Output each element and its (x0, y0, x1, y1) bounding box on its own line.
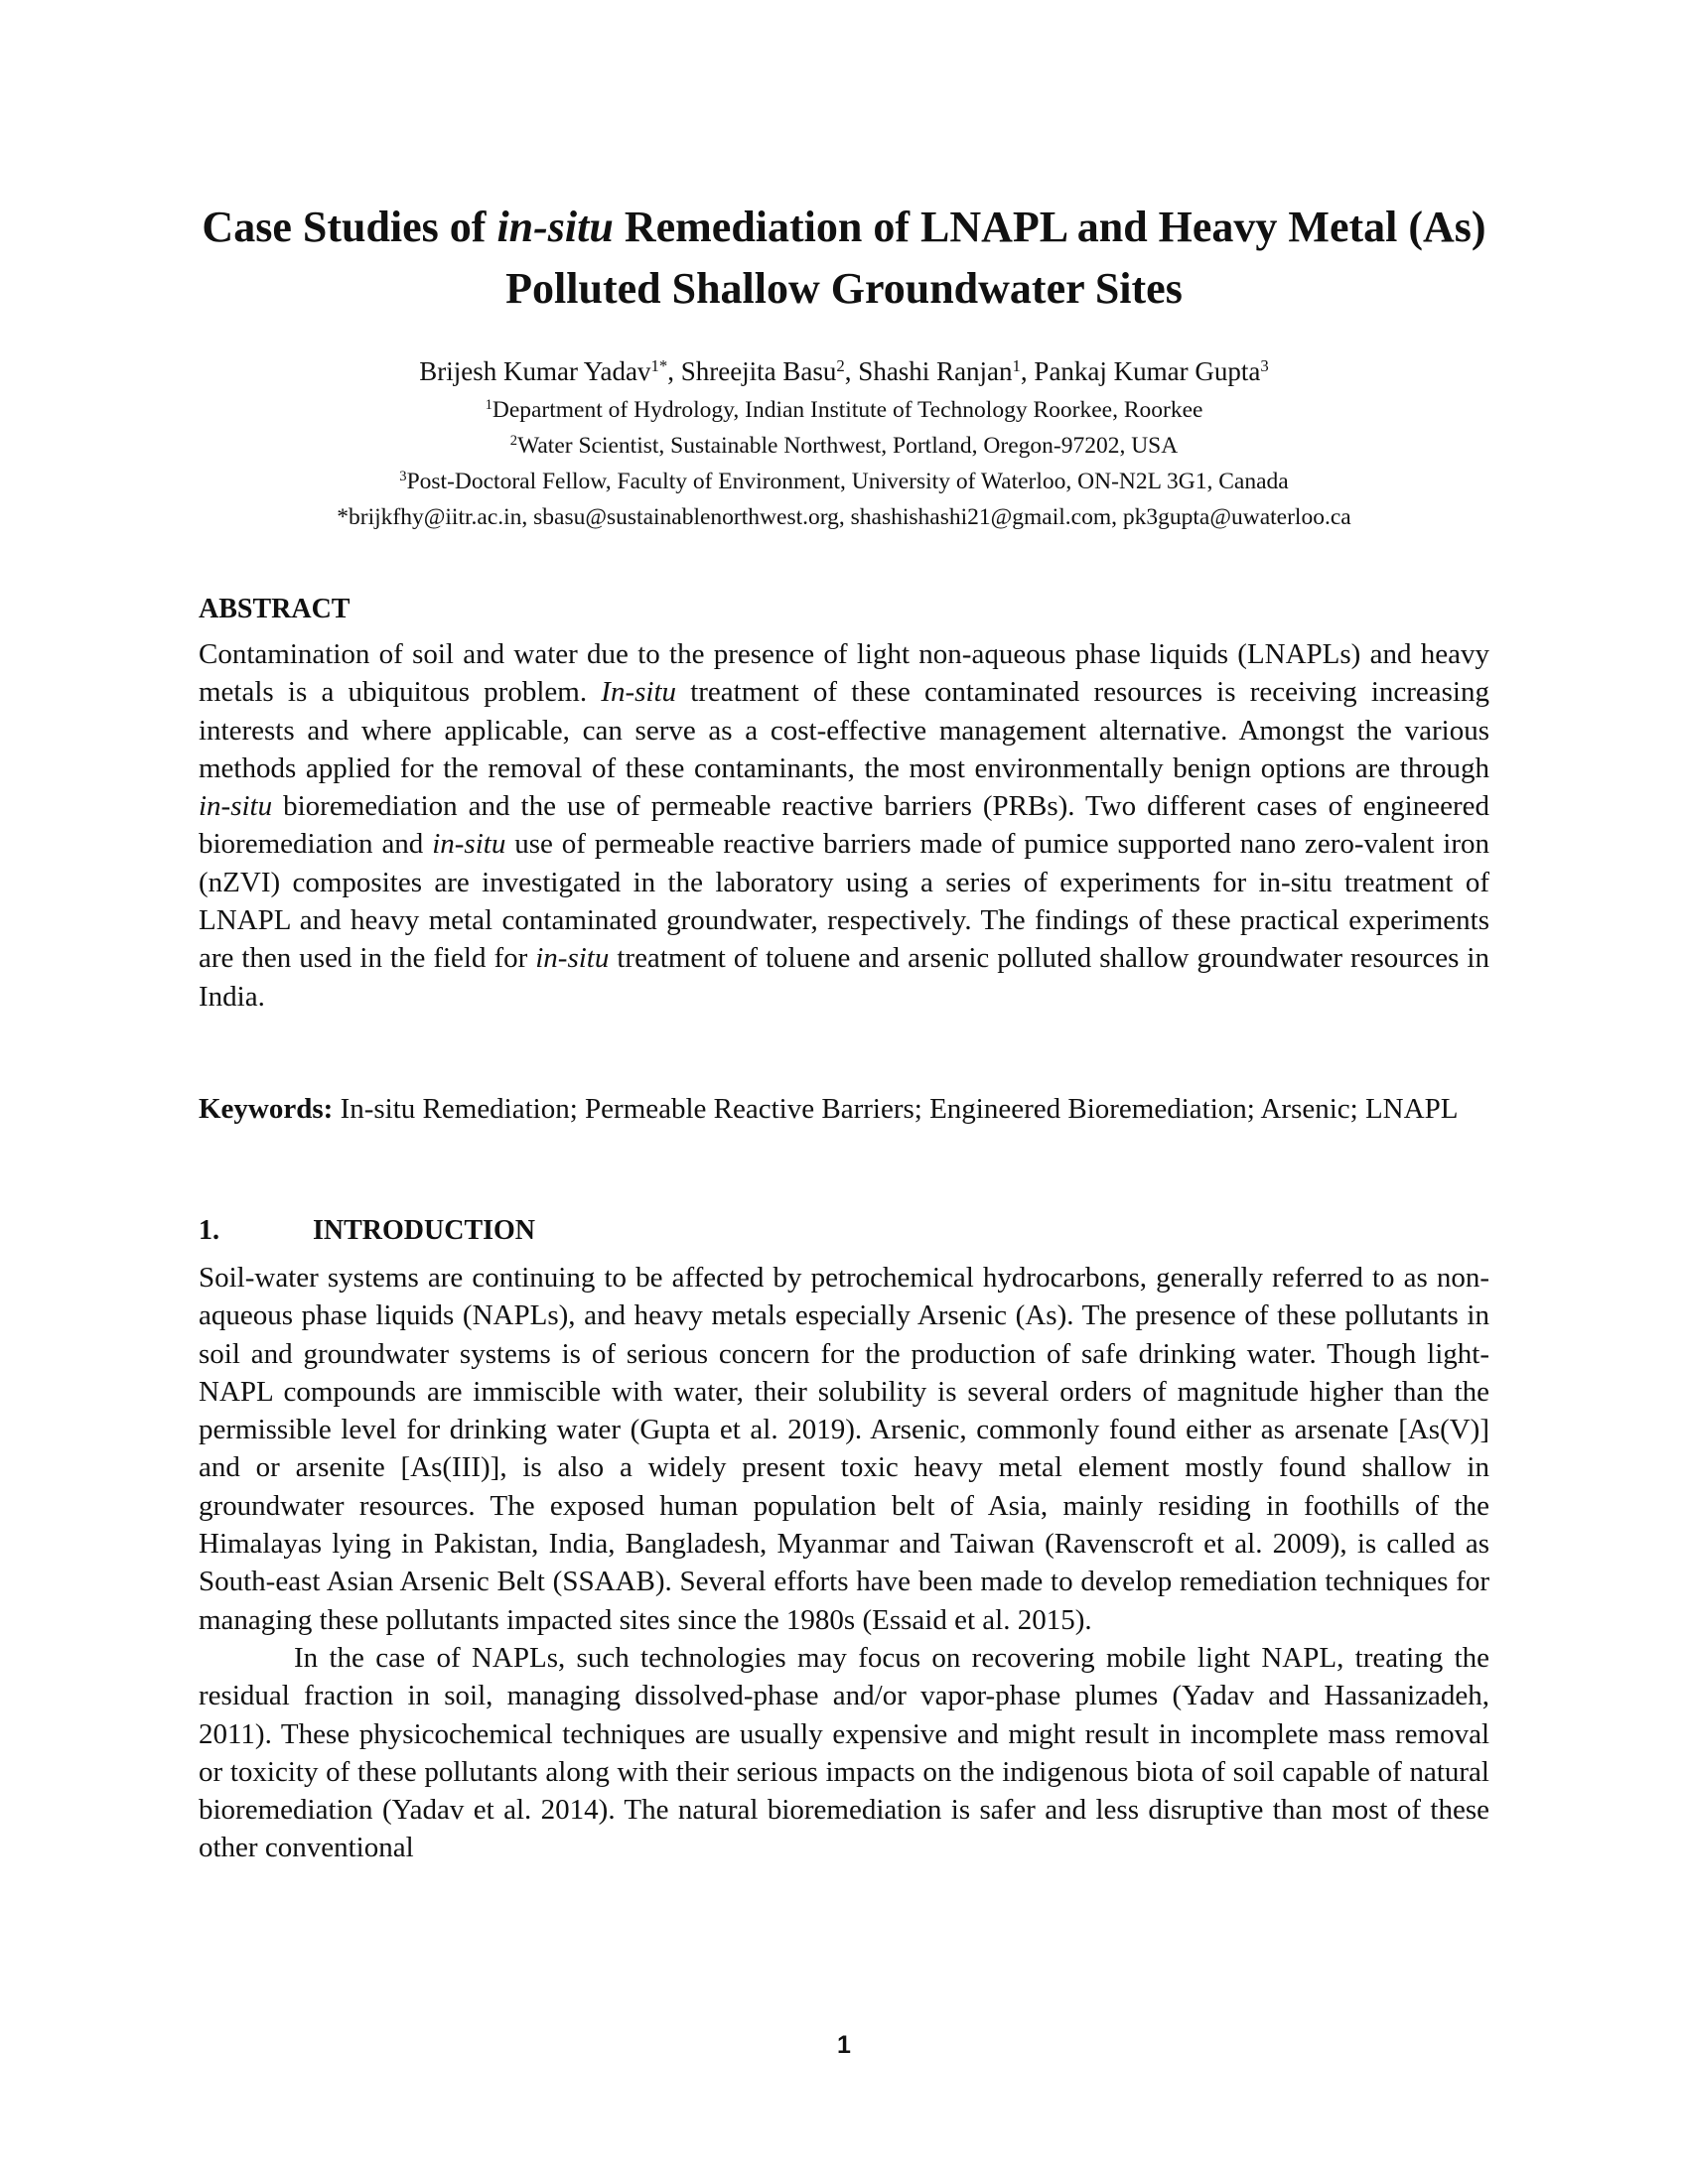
title-italic: in-situ (496, 203, 614, 251)
abstract-text: Contamination of soil and water due to the presence of light non-aqueous phase liquids (LNAPLs) and heavy metals is a ubiquitous problem. (199, 638, 1489, 709)
abstract-text: use of permeable reactive barriers made of pumice supported nano zero-valent iron (nZVI) composites are investigated in the laboratory using a series of experiments for in-situ treatment of LNAPL and heavy metal contaminated groundwater, respectively. The findings of these practical experiments are then used in the field for (199, 828, 1489, 975)
affiliation-2: $^2$Water Scientist, Sustainable Northwest, Portland, Oregon-97202, USA (509, 433, 1179, 459)
section-title: INTRODUCTION (313, 1215, 536, 1246)
abstract-italic-term: In-situ (601, 676, 676, 709)
email-list: *brijkfhy@iitr.ac.in, sbasu@sustainablenorthwest.org, shashishashi21@gmail.com, pk3gupta@uwaterloo.ca (337, 504, 1351, 530)
paper-title: Case Studies of in-situ Remediation of LNAPL and Heavy Metal (As) Polluted Shallow Groundwater Sites (202, 203, 1486, 313)
abstract-text: bioremediation and the use of permeable reactive barriers (PRBs). Two different cases of engineered bioremediation and (199, 790, 1489, 861)
abstract-italic-term: in-situ (432, 828, 506, 861)
abstract-italic-term: in-situ (535, 942, 610, 975)
affiliation-1: $^1$Department of Hydrology, Indian Institute of Technology Roorkee, Roorkee (485, 397, 1203, 423)
author-name: Brijesh Kumar Yadav (419, 356, 651, 386)
page-number: 1 (837, 2031, 851, 2059)
intro-paragraph-1: Soil-water systems are continuing to be affected by petrochemical hydrocarbons, generally referred to as non-aqueous phase liquids (NAPLs), and heavy metals especially Arsenic (As). The presence of these pollutants in soil and groundwater systems is of serious concern for the production of safe drinking water. Though light-NAPL compounds are immiscible with water, their solubility is several orders of magnitude higher than the permissible level for drinking water (Gupta et al. 2019). Arsenic, commonly found either as arsenate [As(V)] and or arsenite [As(III)], is also a widely present toxic heavy metal element mostly found shallow in groundwater resources. The exposed human population belt of Asia, mainly residing in foothills of the Himalayas lying in Pakistan, India, Bangladesh, Myanmar and Taiwan (Ravenscroft et al. 2009), is called as South-east Asian Arsenic Belt (SSAAB). Several efforts have been made to develop remediation techniques for managing these pollutants impacted sites since the 1980s (Essaid et al. 2015). (199, 1262, 1489, 1636)
keywords (199, 1090, 1489, 1128)
abstract-italic-term: in-situ (199, 790, 273, 823)
keywords-label: Keywords: (199, 1093, 334, 1125)
abstract-heading: ABSTRACT (199, 594, 351, 624)
author-name: Pankaj Kumar Gupta (1034, 356, 1261, 386)
intro-paragraph-2: In the case of NAPLs, such technologies may focus on recovering mobile light NAPL, treating the residual fraction in soil, managing dissolved-phase and/or vapor-phase plumes (Yadav and Hassanizadeh, 2011). These physicochemical techniques are usually expensive and might result in incomplete mass removal or toxicity of these pollutants along with their serious impacts on the indigenous biota of soil capable of natural bioremediation (Yadav et al. 2014). The natural bioremediation is safer and less disruptive than most of these other conventional (199, 1642, 1489, 1864)
author-name: Shreejita Basu (680, 356, 837, 386)
section-heading-introduction (199, 1213, 535, 1249)
author-name: Shashi Ranjan (858, 356, 1013, 386)
section-number: 1. (199, 1215, 219, 1246)
author-list: Brijesh Kumar Yadav$^{1*}$, Shreejita Basu$^2$, Shashi Ranjan$^1$, Pankaj Kumar Gupta$^3$ (419, 355, 1269, 386)
keywords-text: In-situ Remediation; Permeable Reactive Barriers; Engineered Bioremediation; Arsenic; LNAPL (333, 1093, 1459, 1125)
abstract-text: treatment of these contaminated resources is receiving increasing interests and where applicable, can serve as a cost-effective management alternative. Amongst the various methods applied for the removal of these contaminants, the most environmentally benign options are through (199, 676, 1489, 784)
affiliation-3: $^3$Post-Doctoral Fellow, Faculty of Environment, University of Waterloo, ON-N2L 3G1, Canada (399, 469, 1289, 494)
abstract-text: treatment of toluene and arsenic polluted shallow groundwater resources in India. (199, 942, 1489, 1013)
abstract-body (199, 635, 1489, 1016)
